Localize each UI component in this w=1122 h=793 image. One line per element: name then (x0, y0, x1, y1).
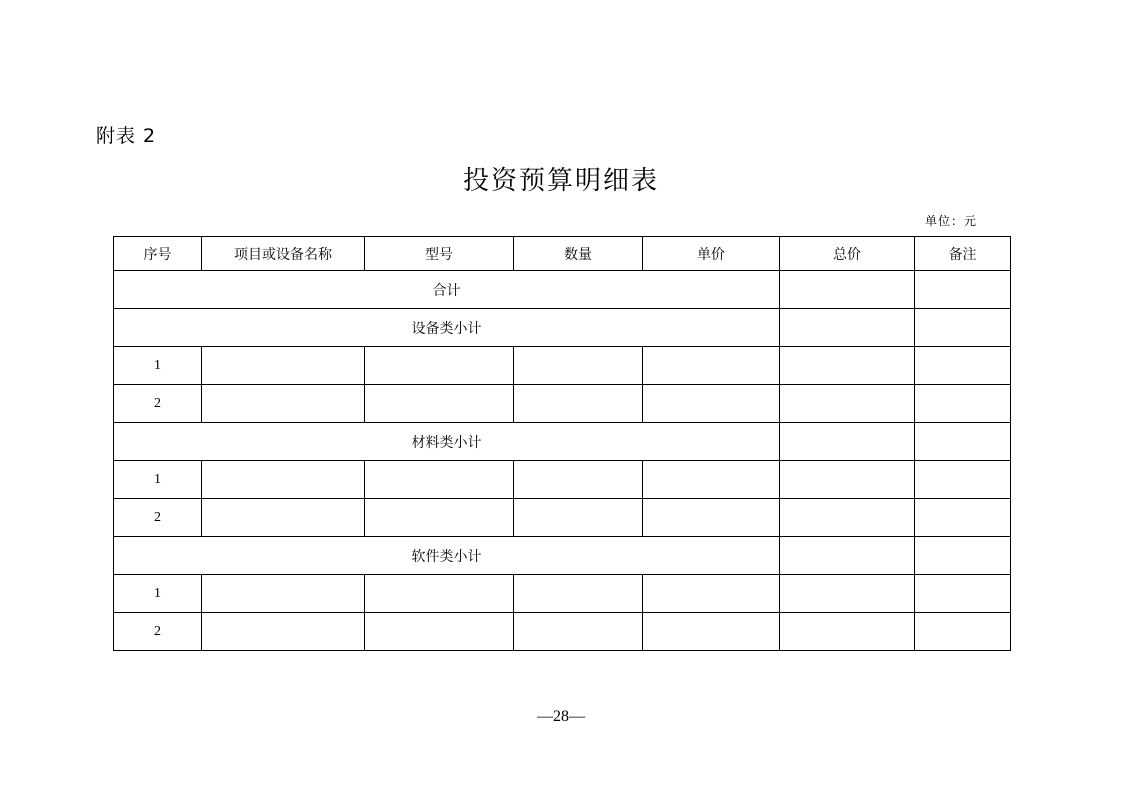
remarks-cell (915, 461, 1011, 499)
item-name-cell (202, 613, 365, 651)
unit-price-cell (643, 575, 780, 613)
total-price-cell (780, 537, 915, 575)
model-cell (365, 613, 514, 651)
total-price-cell (780, 575, 915, 613)
appendix-label: 附表 2 (96, 125, 157, 147)
row-index: 2 (114, 613, 202, 651)
table-row (114, 499, 1011, 537)
quantity-cell (514, 499, 643, 537)
total-price-cell (780, 423, 915, 461)
total-price-cell (780, 499, 915, 537)
remarks-cell (915, 575, 1011, 613)
page-title: 投资预算明细表 (462, 166, 659, 196)
remarks-cell (915, 271, 1011, 309)
remarks-cell (915, 423, 1011, 461)
row-index: 1 (114, 461, 202, 499)
unit-note: 单位：元 (924, 214, 977, 228)
page-number: —28— (537, 708, 585, 725)
subtotal-label: 设备类小计 (114, 309, 780, 347)
table-row (114, 385, 1011, 423)
header-model: 型号 (365, 237, 514, 271)
unit-price-cell (643, 347, 780, 385)
subtotal-row (114, 309, 1011, 347)
quantity-cell (514, 347, 643, 385)
header-quantity: 数量 (514, 237, 643, 271)
subtotal-label: 材料类小计 (114, 423, 780, 461)
item-name-cell (202, 385, 365, 423)
model-cell (365, 461, 514, 499)
total-row (114, 271, 1011, 309)
item-name-cell (202, 575, 365, 613)
header-remarks: 备注 (915, 237, 1011, 271)
total-price-cell (780, 461, 915, 499)
remarks-cell (915, 537, 1011, 575)
unit-price-cell (643, 499, 780, 537)
quantity-cell (514, 575, 643, 613)
model-cell (365, 347, 514, 385)
remarks-cell (915, 613, 1011, 651)
remarks-cell (915, 309, 1011, 347)
subtotal-label: 软件类小计 (114, 537, 780, 575)
remarks-cell (915, 385, 1011, 423)
header-unit-price: 单价 (643, 237, 780, 271)
total-price-cell (780, 347, 915, 385)
unit-price-cell (643, 613, 780, 651)
remarks-cell (915, 347, 1011, 385)
quantity-cell (514, 461, 643, 499)
model-cell (365, 499, 514, 537)
item-name-cell (202, 461, 365, 499)
subtotal-row (114, 423, 1011, 461)
budget-table (113, 236, 1011, 651)
table-row (114, 613, 1011, 651)
table-row (114, 575, 1011, 613)
table-row (114, 347, 1011, 385)
header-index: 序号 (114, 237, 202, 271)
row-index: 2 (114, 385, 202, 423)
model-cell (365, 575, 514, 613)
total-label: 合计 (114, 271, 780, 309)
row-index: 2 (114, 499, 202, 537)
table-header-row (114, 237, 1011, 271)
header-item-name: 项目或设备名称 (202, 237, 365, 271)
table-row (114, 461, 1011, 499)
subtotal-row (114, 537, 1011, 575)
item-name-cell (202, 347, 365, 385)
quantity-cell (514, 385, 643, 423)
remarks-cell (915, 499, 1011, 537)
item-name-cell (202, 499, 365, 537)
unit-price-cell (643, 461, 780, 499)
model-cell (365, 385, 514, 423)
total-price-cell (780, 385, 915, 423)
total-price-cell (780, 613, 915, 651)
unit-price-cell (643, 385, 780, 423)
row-index: 1 (114, 347, 202, 385)
header-total-price: 总价 (780, 237, 915, 271)
row-index: 1 (114, 575, 202, 613)
quantity-cell (514, 613, 643, 651)
total-price-cell (780, 309, 915, 347)
total-price-cell (780, 271, 915, 309)
